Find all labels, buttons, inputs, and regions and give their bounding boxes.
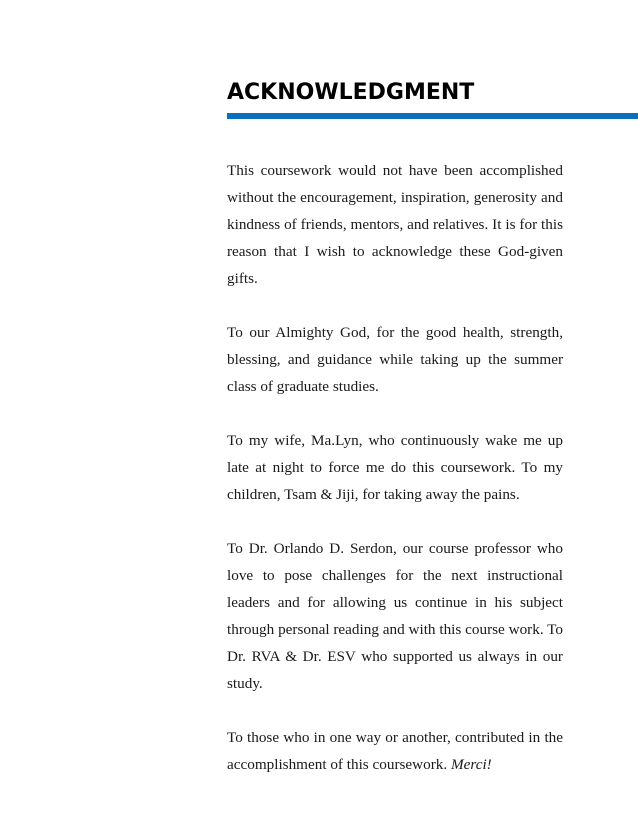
page-title: ACKNOWLEDGMENT	[227, 80, 475, 105]
acknowledgment-body	[227, 157, 563, 805]
paragraph-closing	[227, 724, 563, 778]
paragraph-family: To my wife, Ma.Lyn, who continuously wake me up late at night to force me do this coursework. To my children, Tsam & Jiji, for taking away the pains.	[227, 432, 563, 503]
closing-emphasis: Merci!	[450, 756, 492, 773]
closing-text: To those who in one way or another, contributed in the accomplishment of this coursework.	[227, 729, 563, 773]
paragraph-intro: This coursework would not have been accomplished without the encouragement, inspiration, generosity and kindness of friends, mentors, and relatives. It is for this reason that I wish to acknowledge these God-given gifts.	[227, 162, 563, 287]
paragraph-professor: To Dr. Orlando D. Serdon, our course professor who love to pose challenges for the next instructional leaders and for allowing us continue in his subject through personal reading and with this course work. To Dr. RVA & Dr. ESV who supported us always in our study.	[227, 540, 563, 692]
paragraph-god: To our Almighty God, for the good health, strength, blessing, and guidance while taking up the summer class of graduate studies.	[227, 324, 563, 395]
title-underline-rule	[227, 113, 638, 119]
